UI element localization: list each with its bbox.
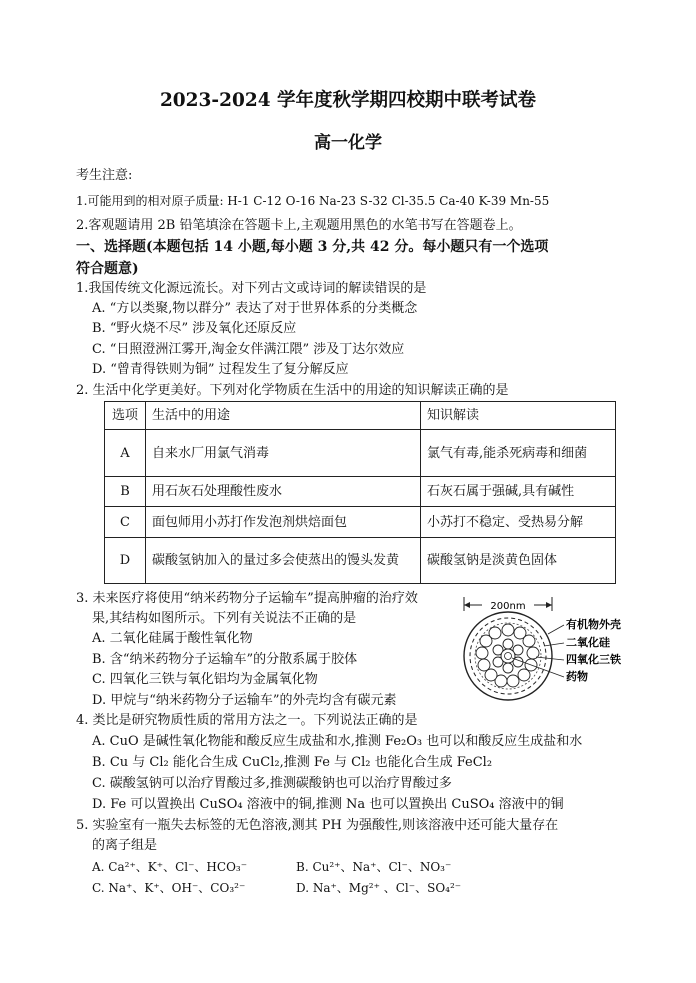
table-cell: 面包师用小苏打作发泡剂烘焙面包 [146,507,421,538]
notice-line-1: 1.可能用到的相对原子质量: H-1 C-12 O-16 Na-23 S-32 Cl-35.5 Ca-40 K-39 Mn-55 [76,194,550,208]
table-cell: 小苏打不稳定、受热易分解 [421,507,616,538]
q1-option-c: C. “日照澄洲江雾开,淘金女伴满江隈” 涉及丁达尔效应 [92,342,405,357]
label-silica: 二氧化硅 [566,636,610,649]
q4-option-d: D. Fe 可以置换出 CuSO₄ 溶液中的铜,推测 Na 也可以置换出 CuSO₄ 溶液中的铜 [92,797,564,812]
q5-option-b: B. Cu²⁺、Na⁺、Cl⁻、NO₃⁻ [296,860,452,874]
table-row [105,507,616,538]
arrow-left-icon [464,602,470,608]
section-heading-line-2: 符合题意) [76,261,139,277]
table-cell: C [105,507,146,538]
q5-stem-line-1: 5. 实验室有一瓶失去标签的无色溶液,测其 PH 为强酸性,则该溶液中还可能大量存在 [76,818,559,833]
table-cell: 用石灰石处理酸性废水 [146,477,421,507]
notice-line-2: 2.客观题请用 2B 铅笔填涂在答题卡上,主观题用黑色的水笔书写在答题卷上。 [76,218,522,233]
table-cell: 碳酸氢钠加入的量过多会使蒸出的馒头发黄 [146,538,421,584]
label-organic-shell: 有机物外壳 [566,618,621,631]
table-cell: D [105,538,146,584]
label-fe3o4: 四氧化三铁 [566,653,621,666]
table-cell: 自来水厂用氯气消毒 [146,430,421,477]
table-cell: 石灰石属于强碱,具有碱性 [421,477,616,507]
q2-stem: 2. 生活中化学更美好。下列对化学物质在生活中的用途的知识解读正确的是 [76,383,509,398]
q1-stem: 1.我国传统文化源远流长。对下列古文或诗词的解读错误的是 [76,281,427,296]
arrow-right-icon [546,602,552,608]
q4-option-a: A. CuO 是碱性氧化物能和酸反应生成盐和水,推测 Fe₂O₃ 也可以和酸反应生成盐和水 [92,734,583,749]
q1-option-d: D. “曾青得铁则为铜” 过程发生了复分解反应 [92,362,349,377]
page-title: 2023-2024 学年度秋学期四校期中联考试卷 [159,90,537,111]
page-subtitle: 高一化学 [314,133,382,153]
q4-option-b: B. Cu 与 Cl₂ 能化合生成 CuCl₂,推测 Fe 与 Cl₂ 也能化合生成 FeCl₂ [92,755,493,770]
nanocarrier-figure [452,594,642,704]
q5-option-d: D. Na⁺、Mg²⁺ 、Cl⁻、SO₄²⁻ [296,881,462,895]
q5-stem-line-2: 的离子组是 [92,838,158,853]
q3-stem-line-1: 3. 未来医疗将使用“纳米药物分子运输车”提高肿瘤的治疗效 [76,591,418,606]
q3-option-d: D. 甲烷与“纳米药物分子运输车”的外壳均含有碳元素 [92,693,397,708]
q1-option-a: A. “方以类聚,物以群分” 表达了对于世界体系的分类概念 [92,301,418,316]
q1-option-b: B. “野火烧不尽” 涉及氧化还原反应 [92,321,297,336]
table-cell: A [105,430,146,477]
q5-option-a: A. Ca²⁺、K⁺、Cl⁻、HCO₃⁻ [92,860,248,874]
table-row [105,538,616,584]
table-header-cell: 选项 [105,402,146,430]
table-cell: B [105,477,146,507]
leader-line [536,657,564,660]
table-header-cell: 生活中的用途 [146,402,421,430]
q4-option-c: C. 碳酸氢钠可以治疗胃酸过多,推测碳酸钠也可以治疗胃酸过多 [92,776,452,791]
table-header-row [105,402,616,430]
table-row [105,430,616,477]
q3-option-c: C. 四氧化三铁与氧化铝均为金属氧化物 [92,672,318,687]
table-row [105,477,616,507]
section-heading-line-1: 一、选择题(本题包括 14 小题,每小题 3 分,共 42 分。每小题只有一个选项 [76,239,549,255]
q5-option-c: C. Na⁺、K⁺、OH⁻、CO₃²⁻ [92,881,246,895]
table-header-cell: 知识解读 [421,402,616,430]
q4-stem: 4. 类比是研究物质性质的常用方法之一。下列说法正确的是 [76,713,418,728]
leader-line [548,625,564,634]
table-cell: 氯气有毒,能杀死病毒和细菌 [421,430,616,477]
table-cell: 碳酸氢钠是淡黄色固体 [421,538,616,584]
drug-core-inner [505,653,512,660]
q3-option-b: B. 含“纳米药物分子运输车”的分散系属于胶体 [92,652,358,667]
scale-label: 200nm [490,601,526,612]
q3-stem-line-2: 果,其结构如图所示。下列有关说法不正确的是 [92,611,357,626]
leader-line [544,643,564,646]
label-drug: 药物 [566,670,588,683]
notice-heading: 考生注意: [76,168,133,183]
q2-table [104,401,616,584]
q3-option-a: A. 二氧化硅属于酸性氧化物 [92,631,253,646]
